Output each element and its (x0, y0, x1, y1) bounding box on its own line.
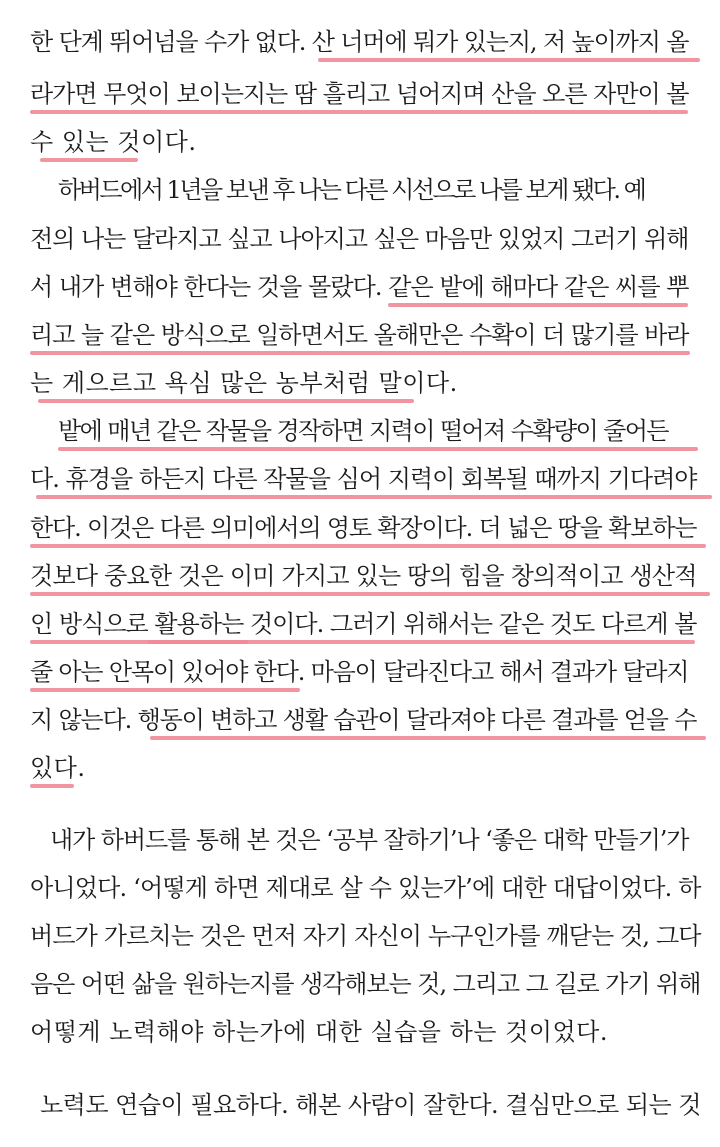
text-line (0, 652, 720, 692)
text-line (0, 1085, 720, 1125)
text-line (0, 604, 720, 644)
text-line-content: 는 게으르고 욕심 많은 농부처럼 말이다. (30, 369, 458, 397)
text-line-content: 한다. 이것은 다른 의미에서의 영토 확장이다. 더 넓은 땅을 확보하는 (30, 514, 697, 542)
text-line (0, 459, 720, 499)
text-line-content: 노력도 연습이 필요하다. 해본 사람이 잘한다. 결심만으로 되는 것 (40, 1091, 701, 1119)
text-line (0, 411, 720, 451)
text-line (0, 219, 720, 259)
text-line-content: 있다. (30, 754, 86, 782)
text-line (0, 916, 720, 956)
text-line (0, 748, 720, 788)
text-line (0, 267, 720, 307)
text-line-content: 내가 하버드를 통해 본 것은 ‘공부 잘하기’나 ‘좋은 대학 만들기’가 (50, 826, 689, 854)
text-line-content: 서 내가 변해야 한다는 것을 몰랐다. 같은 밭에 해마다 같은 씨를 뿌 (30, 273, 689, 301)
text-line (0, 74, 720, 114)
text-line-content: 지 않는다. 행동이 변하고 생활 습관이 달라져야 다른 결과를 얻을 수 (30, 706, 697, 734)
text-line-content: 줄 아는 안목이 있어야 한다. 마음이 달라진다고 해서 결과가 달라지 (30, 658, 689, 686)
text-line (0, 1012, 720, 1052)
text-line (0, 315, 720, 355)
text-line (0, 508, 720, 548)
text-line-content: 리고 늘 같은 방식으로 일하면서도 올해만은 수확이 더 많기를 바라 (30, 321, 689, 349)
text-line-content: 수 있는 것이다. (30, 128, 197, 156)
text-line (0, 22, 720, 62)
text-line (0, 964, 720, 1004)
text-line-content: 아니었다. ‘어떻게 하면 제대로 살 수 있는가’에 대한 대답이었다. 하 (30, 874, 701, 902)
text-line-content: 것보다 중요한 것은 이미 가지고 있는 땅의 힘을 창의적이고 생산적 (30, 562, 697, 590)
text-line-content: 하버드에서 1년을 보낸 후 나는 다른 시선으로 나를 보게 됐다. 예 (58, 176, 645, 204)
text-line (0, 700, 720, 740)
text-line (0, 868, 720, 908)
text-line (0, 122, 720, 162)
text-line-content: 버드가 가르치는 것은 먼저 자기 자신이 누구인가를 깨닫는 것, 그다 (30, 922, 701, 950)
text-line (0, 556, 720, 596)
text-line (0, 820, 720, 860)
text-line-content: 한 단계 뛰어넘을 수가 없다. 산 너머에 뭐가 있는지, 저 높이까지 올 (30, 28, 689, 56)
text-line (0, 170, 720, 210)
text-line-content: 인 방식으로 활용하는 것이다. 그러기 위해서는 같은 것도 다르게 볼 (30, 610, 697, 638)
text-line-content: 어떻게 노력해야 하는가에 대한 실습을 하는 것이었다. (30, 1018, 608, 1046)
text-line-content: 라가면 무엇이 보이는지는 땀 흘리고 넘어지며 산을 오른 자만이 볼 (30, 80, 689, 108)
text-line (0, 363, 720, 403)
text-line-content: 음은 어떤 삶을 원하는지를 생각해보는 것, 그리고 그 길로 가기 위해 (30, 970, 701, 998)
text-line-content: 밭에 매년 같은 작물을 경작하면 지력이 떨어져 수확량이 줄어든 (58, 417, 668, 445)
text-line-content: 전의 나는 달라지고 싶고 나아지고 싶은 마음만 있었지 그러기 위해 (30, 225, 689, 253)
text-line-content: 다. 휴경을 하든지 다른 작물을 심어 지력이 회복될 때까지 기다려야 (30, 465, 697, 493)
